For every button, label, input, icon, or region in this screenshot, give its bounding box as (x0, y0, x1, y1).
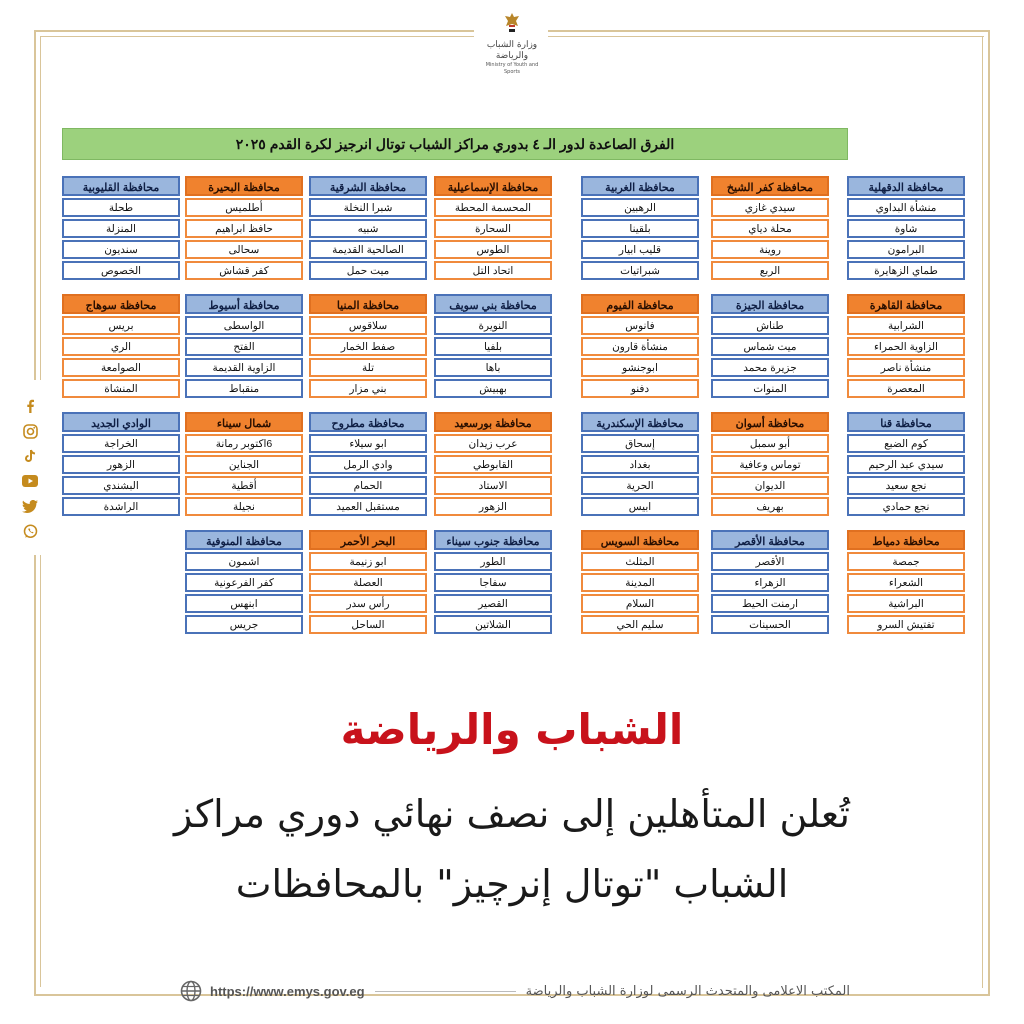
team-cell: سليم الحي (581, 615, 699, 634)
team-cell: ميت حمل (309, 261, 427, 280)
governorate-header: محافظة الجيزة (711, 294, 829, 314)
team-cell: السلام (581, 594, 699, 613)
team-cell: الواسطى (185, 316, 303, 335)
team-cell: عرب زيدان (434, 434, 552, 453)
team-cell: سحالى (185, 240, 303, 259)
governorate-card (185, 412, 303, 516)
team-cell: كفر الفرعونية (185, 573, 303, 592)
team-cell: الزهراء (711, 573, 829, 592)
globe-icon (180, 980, 202, 1002)
team-cell: الرهبين (581, 198, 699, 217)
team-cell: بلقينا (581, 219, 699, 238)
team-cell: الراشدة (62, 497, 180, 516)
governorate-card (62, 294, 180, 398)
youtube-icon[interactable] (22, 473, 38, 489)
governorate-card (711, 294, 829, 398)
team-cell: المدينة (581, 573, 699, 592)
team-cell: الخراجة (62, 434, 180, 453)
team-cell: الحرية (581, 476, 699, 495)
governorate-card (581, 294, 699, 398)
governorate-header: محافظة القاهرة (847, 294, 965, 314)
press-office-text: المكتب الاعلامى والمتحدث الرسمى لوزارة الشباب والرياضة (525, 983, 850, 999)
subtitle-line-1: تُعلن المتأهلين إلى نصف نهائي دوري مراكز (174, 792, 850, 836)
team-cell: المنزلة (62, 219, 180, 238)
team-cell: فانوس (581, 316, 699, 335)
team-cell: اشمون (185, 552, 303, 571)
team-cell: نجع سعيد (847, 476, 965, 495)
website-url: https://www.emys.gov.eg (210, 983, 365, 999)
team-cell: الزاوية القديمة (185, 358, 303, 377)
governorate-card (711, 412, 829, 516)
team-cell: النويرة (434, 316, 552, 335)
governorate-card (309, 176, 427, 280)
facebook-icon[interactable] (22, 398, 38, 414)
team-cell: أطلميس (185, 198, 303, 217)
governorate-card (711, 530, 829, 634)
social-icons (22, 398, 40, 548)
team-cell: منشأة ناصر (847, 358, 965, 377)
governorate-card (309, 294, 427, 398)
governorate-header: محافظة قنا (847, 412, 965, 432)
team-cell: الصالحية القديمة (309, 240, 427, 259)
headline: الشباب والرياضة (340, 705, 684, 754)
team-cell: الشلاتين (434, 615, 552, 634)
logo-english-text: Ministry of Youth and Sports (485, 62, 539, 75)
team-cell: سلاقوس (309, 316, 427, 335)
team-cell: سيدي غازي (711, 198, 829, 217)
governorate-header: محافظة السويس (581, 530, 699, 550)
team-cell: الساحل (309, 615, 427, 634)
team-cell: المثلث (581, 552, 699, 571)
team-cell: المنوات (711, 379, 829, 398)
team-cell: شبراتيات (581, 261, 699, 280)
team-cell: الفتح (185, 337, 303, 356)
governorate-header: محافظة أسوان (711, 412, 829, 432)
team-cell: المعصرة (847, 379, 965, 398)
team-cell: محلة دياي (711, 219, 829, 238)
governorate-card (581, 412, 699, 516)
team-cell: طماي الزهايرة (847, 261, 965, 280)
team-cell: جمصة (847, 552, 965, 571)
team-cell: البراشية (847, 594, 965, 613)
team-cell: ابيس (581, 497, 699, 516)
team-cell: باها (434, 358, 552, 377)
governorate-card (185, 294, 303, 398)
team-cell: الحمام (309, 476, 427, 495)
team-cell: الحسينات (711, 615, 829, 634)
team-cell: الطور (434, 552, 552, 571)
twitter-icon[interactable] (22, 498, 38, 514)
team-cell: دفنو (581, 379, 699, 398)
governorate-header: محافظة المنوفية (185, 530, 303, 550)
governorate-header: محافظة الإسكندرية (581, 412, 699, 432)
team-cell: إسحاق (581, 434, 699, 453)
team-cell: شاوة (847, 219, 965, 238)
team-cell: الأقصر (711, 552, 829, 571)
team-cell: ابو سيلاء (309, 434, 427, 453)
team-cell: البرامون (847, 240, 965, 259)
team-cell: حافظ ابراهيم (185, 219, 303, 238)
governorate-card (309, 530, 427, 634)
team-cell: ابو زنيمة (309, 552, 427, 571)
team-cell: المنشاة (62, 379, 180, 398)
team-cell: الصوامعة (62, 358, 180, 377)
team-cell: اتحاد التل (434, 261, 552, 280)
footer (180, 976, 850, 1006)
team-cell: مستقبل العميد (309, 497, 427, 516)
team-cell: منشأة قارون (581, 337, 699, 356)
governorate-header: محافظة جنوب سيناء (434, 530, 552, 550)
team-cell: شبيه (309, 219, 427, 238)
governorate-card (185, 176, 303, 280)
governorate-header: محافظة الدقهلية (847, 176, 965, 196)
governorate-card (847, 176, 965, 280)
team-cell: نجع حمادي (847, 497, 965, 516)
team-cell: أقطية (185, 476, 303, 495)
governorate-card (847, 530, 965, 634)
team-cell: القصير (434, 594, 552, 613)
team-cell: الري (62, 337, 180, 356)
governorate-card (434, 294, 552, 398)
governorate-header: محافظة المنيا (309, 294, 427, 314)
governorate-card (581, 530, 699, 634)
governorate-header: محافظة البحيرة (185, 176, 303, 196)
governorate-card (62, 176, 180, 280)
team-cell: نجيلة (185, 497, 303, 516)
subtitle-line-2: الشباب "توتال إنرچيز" بالمحافظات (235, 862, 789, 906)
team-cell: جريس (185, 615, 303, 634)
logo-arabic-text: وزارة الشباب والرياضة (486, 40, 538, 61)
team-cell: البشندي (62, 476, 180, 495)
team-cell: تفتيش السرو (847, 615, 965, 634)
team-cell: الخصوص (62, 261, 180, 280)
team-cell: الزهور (434, 497, 552, 516)
instagram-icon[interactable] (22, 423, 38, 439)
team-cell: ارمنت الحيط (711, 594, 829, 613)
team-cell: ابنهس (185, 594, 303, 613)
tiktok-icon[interactable] (22, 448, 38, 464)
governorate-card (434, 530, 552, 634)
team-cell: قليب ابيار (581, 240, 699, 259)
team-cell: رأس سدر (309, 594, 427, 613)
team-cell: جزيرة محمد (711, 358, 829, 377)
governorate-card (581, 176, 699, 280)
governorate-card (847, 294, 965, 398)
team-cell: وادي الرمل (309, 455, 427, 474)
governorate-card (185, 530, 303, 634)
team-cell: الشعراء (847, 573, 965, 592)
governorate-header: محافظة بورسعيد (434, 412, 552, 432)
governorate-card (434, 412, 552, 516)
team-cell: توماس وعافية (711, 455, 829, 474)
governorate-header: البحر الأحمر (309, 530, 427, 550)
governorate-header: محافظة أسيوط (185, 294, 303, 314)
team-cell: بلفيا (434, 337, 552, 356)
team-cell: منقباط (185, 379, 303, 398)
governorate-header: محافظة دمياط (847, 530, 965, 550)
team-cell: الاستاد (434, 476, 552, 495)
team-cell: سفاجا (434, 573, 552, 592)
team-cell: ميت شماس (711, 337, 829, 356)
team-cell: سيدي عبد الرحيم (847, 455, 965, 474)
governorate-header: محافظة مطروح (309, 412, 427, 432)
table-title: الفرق الصاعدة لدور الـ ٤ بدوري مراكز الشباب توتال انرجيز لكرة القدم ٢٠٢٥ (62, 128, 848, 160)
team-cell: روينة (711, 240, 829, 259)
team-cell: طحلة (62, 198, 180, 217)
team-cell: بني مزار (309, 379, 427, 398)
team-cell: أبو سمبل (711, 434, 829, 453)
team-cell: صفط الخمار (309, 337, 427, 356)
team-cell: الجناين (185, 455, 303, 474)
governorate-header: محافظة كفر الشيخ (711, 176, 829, 196)
team-cell: سنديون (62, 240, 180, 259)
team-cell: شبرا النخلة (309, 198, 427, 217)
team-cell: العصلة (309, 573, 427, 592)
governorate-header: محافظة الشرقية (309, 176, 427, 196)
team-cell: كوم الضبع (847, 434, 965, 453)
governorate-header: محافظة سوهاج (62, 294, 180, 314)
team-cell: بريس (62, 316, 180, 335)
governorate-card (62, 412, 180, 516)
governorate-card (711, 176, 829, 280)
team-cell: منشأة البداوي (847, 198, 965, 217)
governorate-header: الوادي الجديد (62, 412, 180, 432)
team-cell: الديوان (711, 476, 829, 495)
whatsapp-icon[interactable] (22, 523, 38, 539)
team-cell: الزهور (62, 455, 180, 474)
team-cell: بغداد (581, 455, 699, 474)
governorate-header: شمال سيناء (185, 412, 303, 432)
governorate-header: محافظة الإسماعيلية (434, 176, 552, 196)
governorate-header: محافظة الغربية (581, 176, 699, 196)
governorate-header: محافظة بني سويف (434, 294, 552, 314)
team-cell: الشرابية (847, 316, 965, 335)
website-link[interactable] (180, 980, 365, 1002)
team-cell: ابوجنشو (581, 358, 699, 377)
governorate-header: محافظة القليوبية (62, 176, 180, 196)
team-cell: كفر قشاش (185, 261, 303, 280)
team-cell: المحسمة المحطة (434, 198, 552, 217)
team-cell: السحارة (434, 219, 552, 238)
team-cell: 6اكتوبر رمانة (185, 434, 303, 453)
governorate-header: محافظة الأقصر (711, 530, 829, 550)
governorate-card (434, 176, 552, 280)
team-cell: بهبيش (434, 379, 552, 398)
governorate-card (309, 412, 427, 516)
governorate-header: محافظة الفيوم (581, 294, 699, 314)
team-cell: طناش (711, 316, 829, 335)
team-cell: الزاوية الحمراء (847, 337, 965, 356)
team-cell: بهريف (711, 497, 829, 516)
team-cell: الطوس (434, 240, 552, 259)
team-cell: الربع (711, 261, 829, 280)
footer-divider (375, 991, 516, 992)
team-cell: القابوطي (434, 455, 552, 474)
governorate-card (847, 412, 965, 516)
team-cell: تلة (309, 358, 427, 377)
